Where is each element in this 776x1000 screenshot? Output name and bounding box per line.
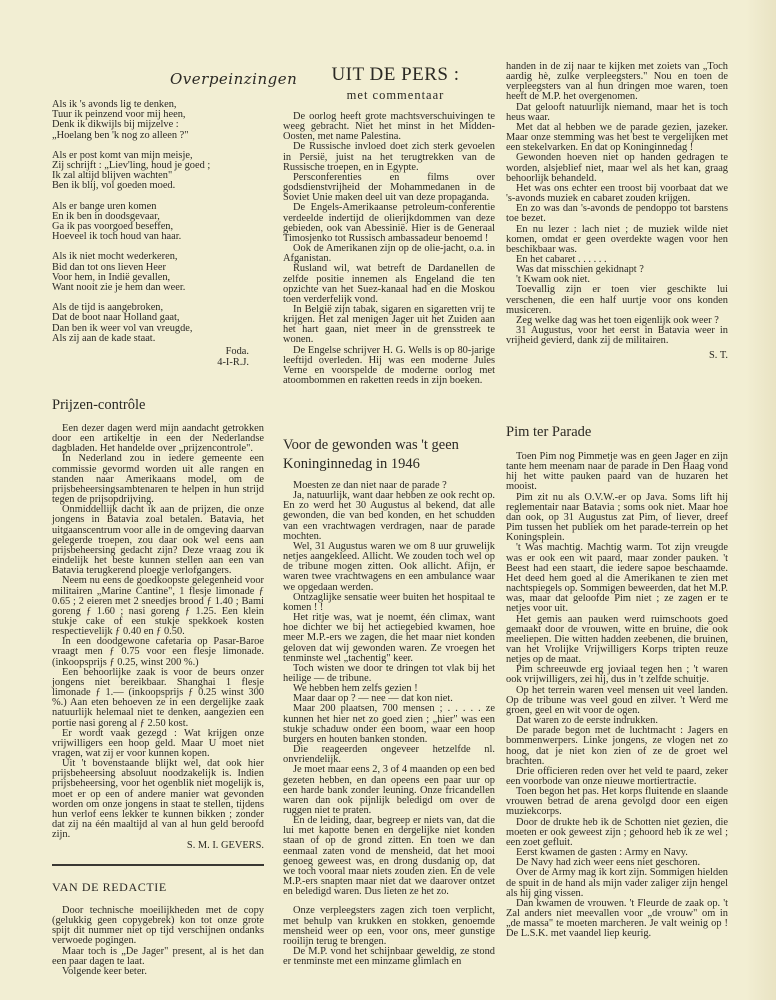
paragraph: Eerst kwamen de gasten : Army en Navy. (516, 847, 688, 859)
poem-line: Voor hem, in Indië gevallen, (52, 271, 171, 283)
poem-stanza (52, 252, 267, 293)
paragraph: Toen Pim nog Pimmetje was en geen Jager en zijn tante hem meenam naar de parade in Den Haag vond hij het witte pauken paard van de huzaren het mooist. (506, 451, 728, 493)
poem-title: Overpeinzingen (170, 70, 298, 88)
paragraph: Toen begon het pas. Het korps fluitende en slaande vrouwen betrad de arena gevolgd door een eigen muziekcorps. (506, 786, 728, 818)
paragraph: Op het terrein waren veel mensen uit veel landen. Op de tribune was veel goud en zilver. 't Werd me groen, geel en wit voor de ogen. (506, 684, 728, 716)
paragraph: Het ritje was, wat je noemt, één climax, want hoe dichter we bij het actiegebied kwamen, hoe meer M.P.-ers we zagen, die het maar niet konden geloven dat wij gewonden waren. Ze vroegen het tenminste wel „tachentig" keer. (283, 612, 495, 664)
paragraph: Dat waren zo de eerste indrukken. (516, 715, 658, 727)
paragraph: En zo was dan 's-avonds de pendoppo tot barstens toe bezet. (506, 203, 728, 225)
page-edge (746, 0, 776, 1000)
paragraph: Een behoorlijke zaak is voor de beurs onzer jongens niet bereikbaar. Shanghai 1 flesje limonade ƒ 1.— (inkoopsprijs ƒ 0.25 winst 300 %.) Aan eten behoeven ze in een dergelijke zaak natuurlijk helemaal niet te denken, aangezien een portie nasi goreng al ƒ 2.50 kost. (52, 666, 264, 729)
paragraph: Ja, natuurlijk, want daar hebben ze ook recht op. En zo werd het 30 Augustus al bekend, dat alle gewonden, die van bed konden, en het schudden van een vrachtwagen verdragen, naar de parade mochten. (283, 490, 495, 542)
paragraph: De oorlog heeft grote machtsverschuivingen te weeg gebracht. Niet het minst in het Midden-Oosten, met name Palestina. (283, 111, 495, 143)
poem-line: Als de tijd is aangebroken, (52, 302, 164, 314)
poem-line: Denk ik dikwijls bij mijzelve : (52, 119, 179, 131)
gewonden-title-line2: Koninginnedag in 1946 (283, 456, 420, 472)
paragraph: Maar daar op ? — nee — dat kon niet. (293, 693, 453, 705)
paragraph: De Engels-Amerikaanse petroleum-conferentie verdeelde indertijd de olierijkdommen van deze gebieden, ook van Abessinië. Hier is de Generaal Timosjenko tot Russisch ambassadeur benoemd ! (283, 202, 495, 244)
paragraph: In Nederland zou in iedere gemeente een commissie gevormd worden uit alle rangen en standen naar Amerikaans model, om de prijsbeheersingsambtenaren te helpen in hun strijd tegen de prijsopdrijving. (52, 453, 264, 506)
gewonden-continuation (506, 62, 728, 361)
paragraph: Het gemis aan pauken werd ruimschoots goed gemaakt door de vrouwen, witte en bruine, die ook meeliepen. Die witten hadden zeebenen, die bruinen, van het Vrolijke Vrijwilligers Korps tripten reuze netjes op de maat. (506, 613, 728, 666)
paragraph: 31 Augustus, voor het eerst in Batavia weer in vrijheid gevierd, dank zij de militairen. (506, 325, 728, 347)
gewonden-title (283, 436, 503, 474)
paragraph: Moesten ze dan niet naar de parade ? (293, 480, 447, 491)
poem-stanza (52, 100, 267, 141)
paragraph: De Navy had zich weer eens niet geschoren. (516, 857, 701, 869)
pers-subtitle: met commentaar (346, 88, 445, 102)
paragraph: Dat gelooft natuurlijk niemand, maar het is toch heus waar. (506, 101, 728, 123)
paragraph: Toevallig zijn er toen vier geschikte lui verschenen, die een half uurtje voor ons konden musiceren. (506, 284, 728, 316)
redactie-title: VAN DE REDACTIE (52, 880, 167, 894)
paragraph: In België zijn tabak, sigaren en sigaretten vrij te krijgen. Het zal menigen Jager uit het Zuiden aan het hart gaan, niet meer in de grensstreek te wonen. (283, 303, 495, 346)
poem-line: Dat de boot naar Holland gaat, (52, 312, 180, 324)
poem-line: Dan ben ik weer vol van vreugde, (52, 322, 193, 334)
poem-line: En ik ben in doodsgevaar, (52, 210, 160, 222)
pers-title: UIT DE PERS : (331, 64, 460, 85)
poem-stanza (52, 151, 267, 192)
paragraph: Pim zit nu als O.V.W.-er op Java. Soms lift hij reglementair naar Batavia ; soms ook niet. Maar hoe dan ook, op 31 Augustus zat Pim, of liever, dreef Pim tussen het publiek om het parade-terrein op het Koningsplein. (506, 491, 728, 544)
poem-signature: Foda. (225, 346, 249, 358)
paragraph: Drie officieren reden over het veld te paard, zeker een voorbode van onze nieuwe mortiertractie. (506, 765, 728, 787)
gewonden-title-line1: Voor de gewonden was 't geen (283, 437, 459, 453)
poem-stanza (52, 303, 267, 344)
paragraph: De M.P. vond het schijnbaar geweldig, ze stond er tenminste met een minzame glimlach en (283, 946, 495, 968)
paragraph: Over de Army mag ik kort zijn. Sommigen hielden de spuit in de hand als mijn vader zaliger zijn hengel als hij ging vissen. (506, 867, 728, 899)
prijzen-article (52, 424, 264, 851)
paragraph: Die reageerden ongeveer hetzelfde nl. onvriendelijk. (283, 744, 495, 766)
paragraph: En nu lezer : lach niet ; de muziek wilde niet komen, omdat er geen overdekte wagen voor hen beschikbaar was. (506, 223, 728, 255)
gewonden-signature: S. T. (709, 350, 728, 362)
paragraph: Rusland wil, wat betreft de Dardanellen de zelfde positie innemen als Engeland die ten opzichte van het Suez-kanaal had en die Moskou toen verderfelijk vond. (283, 263, 495, 305)
poem-line: Als zij aan de kade staat. (52, 332, 156, 344)
poem-stanza (52, 202, 267, 243)
poem-line: Ik zal altijd blijven wachten" (52, 170, 173, 182)
poem-line: Als er post komt van mijn meisje, (52, 149, 193, 161)
paragraph: En de leiding, daar, begreep er niets van, dat die lui met kapotte benen en dergelijke niet konden staan of op de grond zitten. En toen we dan eenmaal zaten vond de mensheid, dat het mooi genoeg geweest was, en drong dusdanig op, dat we toch vooral maar niets zouden zien. En de vele M.P.-ers snapten maar niet dat we daarover ontzet en beledigd waren. Dus lieten ze het zo. (283, 815, 495, 898)
paragraph: handen in de zij naar te kijken met zoiets van „Toch aardig hè, zulke verpleegsters." Nou en toen de verpleegsters van al hun dringen moe waren, toen heeft de M.P. het overgenomen. (506, 61, 728, 103)
paragraph: Wel, 31 Augustus waren we om 8 uur gruwelijk netjes aangekleed. Allicht. We zouden toch wel op de tribune mogen zitten. Ook allicht. Afijn, er waren twee vrachtwagens en een ambulance waar we opgedaan werden. (283, 540, 495, 593)
poem-line: Als ik 's avonds lig te denken, (52, 99, 177, 110)
paragraph: Er wordt vaak gezegd : Wat krijgen onze vrijwilligers een hoop geld. Maar U moet niet vragen, wat zij er voor kunnen kopen. (52, 727, 264, 759)
paragraph: Door de drukte heb ik de Schotten niet gezien, die moeten er ook geweest zijn ; gehoord heb ik ze wel ; een zoet gefluit. (506, 816, 728, 848)
paragraph: Volgende keer beter. (62, 965, 147, 977)
paragraph: Toch wisten we door te dringen tot vlak bij het heilige — de tribune. (283, 662, 495, 684)
paragraph: Onmiddellijk dacht ik aan de prijzen, die onze jongens in Batavia zoal betalen. Batavia, het uitgaanscentrum voor alle in de omgeving daarvan gelegerde troepen, zou daar ook wel eens aan prijsbeheersing gedacht zijn? Deze vraag zou ik eindelijk het beste kunnen stellen aan een van Batavia terugkerend ploegje verlofgangers. (52, 504, 264, 577)
prijzen-title: Prijzen-contrôle (52, 397, 146, 413)
poem-line: Want nooit zie je hem dan weer. (52, 282, 186, 294)
paragraph: Was dat misschien gekidnapt ? (516, 264, 644, 276)
poem-line: Bid dan tot ons lieven Heer (52, 261, 166, 273)
paragraph: 't Kwam ook niet. (516, 274, 591, 286)
paragraph: 't Was machtig. Machtig warm. Tot zijn vreugde was er ook een wit paard, maar zonder pauken. 't Beest had een staart, die iedere sapoe beschaamde. Het deed hem goed al die Amerikanen te zien met nachtspiegels op. Sommigen beweerden, dat het M.P. was, maar dat geloofde Pim niet ; ze zagen er te netjes voor uit. (506, 542, 728, 615)
paragraph: Met dat al hebben we de parade gezien, jazeker. Maar onze stemming was het best te vergelijken met een stekelvarken. En dat op Koninginnedag ! (506, 121, 728, 154)
paragraph: Gewonden hoeven niet op handen gedragen te worden, alsjeblief niet, maar wel als het kan, graag behoorlijk behandeld. (506, 152, 728, 184)
paragraph: De parade begon met de luchtmacht : Jagers en bommenwerpers. Linke jongens, ze vlogen net zo hoog, dat je niet kon zien of ze de groet wel brachten. (506, 725, 728, 767)
poem-line: Tuur ik peinzend voor mij heen, (52, 109, 186, 121)
poem-line: Ben ik blij, vol goeden moed. (52, 180, 176, 192)
poem (52, 100, 267, 368)
poem-line: Als er bange uren komen (52, 200, 157, 212)
redactie-article (52, 906, 264, 977)
paragraph: Het was ons echter een troost bij voorbaat dat we 's-avonds muziek en cabaret zouden krijgen. (506, 182, 728, 205)
paragraph: En het cabaret . . . . . . (516, 253, 607, 265)
prijzen-signature: S. M. I. GEVERS. (186, 840, 264, 852)
poem-line: Ga ik pas voorgoed beseffen, (52, 221, 174, 233)
paragraph: Ontzaglijke sensatie weer buiten het hospitaal te komen ! ! (283, 591, 495, 613)
paragraph: Onze verpleegsters zagen zich toen verplicht, met behulp van krukken en stokken, genoemde mensheid weer op een, voor ons, meer gunstige rooilijn terug te brengen. (283, 905, 495, 947)
paragraph: Je moet maar eens 2, 3 of 4 maanden op een bed gezeten hebben, en dan opeens een paar uur op een harde bank zonder leuning. Onze fricandellen waren dan ook pijnlijk beledigd om over de ruggen niet te praten. (283, 764, 495, 816)
paragraph: De Russische invloed doet zich sterk gevoelen in Persië, juist na het terugtrekken van de Russische troepen, en in Egypte. (283, 141, 495, 173)
paragraph: De Engelse schrijver H. G. Wells is op 80-jarige leeftijd overleden. Hij was een moderne Jules Verne en voorspelde de moderne oorlog met atoombommen en raketten reeds in zijn boeken. (283, 344, 495, 387)
paragraph: Persconferenties en films over godsdienstvrijheid der Mohammedanen in de Soviet Unie maken deel uit van deze propaganda. (283, 171, 495, 204)
poem-line: Zij schrijft : „Liev'ling, houd je goed ; (52, 160, 211, 172)
paragraph: In een doodgewone cafetaria op Pasar-Baroe vraagt men ƒ 0.75 voor een flesje limonade. (inkoopsprijs ƒ 0.25, winst 200 %.) (52, 636, 264, 668)
paragraph: Maar toch is „De Jager" present, al is het dan een paar dagen te laat. (52, 945, 264, 967)
paragraph: Neem nu eens de goedkoopste gelegenheid voor militairen „Marine Cantine", 1 flesje limonade ƒ 0.65 ; 2 eieren met 2 sneedjes brood ƒ 1.40 ; Bami goreng ƒ 1.60 ; nasi goreng ƒ 1.25. Een klein stukje cake of een stukje spekkoek kosten respectievelijk ƒ 0.40 en ƒ 0.50. (52, 575, 264, 638)
poem-line: Als ik niet mocht wederkeren, (52, 251, 178, 263)
paragraph: Pim schreeuwde erg joviaal tegen hen ; 't waren ook vrijwilligers, zei hij, dus in 't zelfde schuitje. (506, 664, 728, 686)
paragraph: Maar 200 plaatsen, 700 mensen ; . . . . . ze kunnen het hier net zo goed zien ; „hier" was een stukje schaduw onder een boom, waar een hoop burgers en houten banken stonden. (283, 703, 495, 745)
paragraph: Door technische moeilijkheden met de copy (gelukkig geen copygebrek) kon tot onze grote spijt dit nummer niet op tijd verschijnen ondanks verwoede pogingen. (52, 905, 264, 947)
paragraph: We hebben hem zelfs gezien ! (293, 683, 418, 695)
poem-line: Hoeveel ik toch houd van haar. (52, 231, 182, 243)
section-divider (52, 864, 264, 866)
gewonden-article (283, 481, 495, 967)
poem-unit: 4-I-R.J. (217, 357, 249, 369)
paragraph: Zeg welke dag was het toen eigenlijk ook weer ? (516, 314, 719, 326)
paragraph: Ook de Amerikanen zijn op de olie-jacht, o.a. in Afganistan. (283, 243, 495, 265)
pers-article (283, 112, 495, 386)
pim-article (506, 452, 728, 940)
poem-line: „Hoelang ben 'k nog zo alleen ?" (52, 129, 189, 141)
paragraph: Een dezer dagen werd mijn aandacht getrokken door een artikeltje in een der Nederlandse dagbladen. Het handelde over „prijzencontrole". (52, 423, 264, 455)
paragraph: Uit 't bovenstaande blijkt wel, dat ook hier prijsbeheersing absoluut noodzakelijk is. Indien prijsbeheersing, voor het ogenblik niet mogelijk is, moet er op een of andere manier wat gevonden worden om onze jongens in staat te stellen, tijdens hun verlof eens lekker te kunnen bikken ; zonder dat zij na één maaltijd al van al hun geld beroofd zijn. (52, 758, 264, 841)
pim-title: Pim ter Parade (506, 424, 592, 440)
paragraph: Dan kwamen de vrouwen. 't Fleurde de zaak op. 't Zal anders niet meevallen voor „de vrouw" om in „de massa" te moeten marcheren. Je valt weinig op ! De L.S.K. met vaandel liep keurig. (506, 897, 728, 940)
